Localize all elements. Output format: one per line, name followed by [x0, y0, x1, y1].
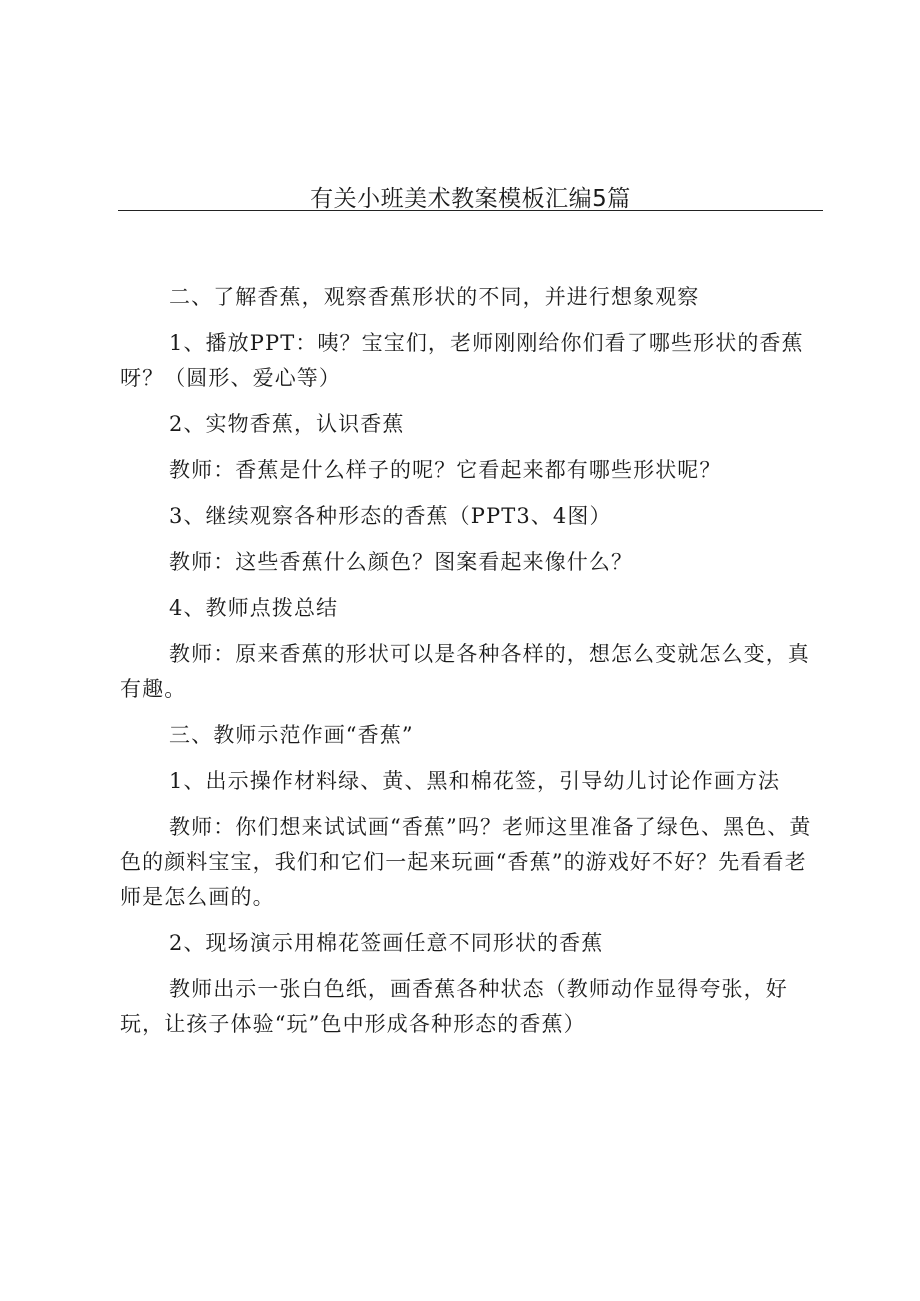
document-body [120, 280, 822, 1053]
teacher-summary: 教师：原来香蕉的形状可以是各种各样的，想怎么变就怎么变，真有趣。 [120, 642, 810, 701]
step-1-materials: 1、出示操作材料绿、黄、黑和棉花签，引导幼儿讨论作画方法 [169, 769, 781, 793]
teacher-demo-description: 教师出示一张白色纸，画香蕉各种状态（教师动作显得夸张，好玩，让孩子体验“玩”色中形成各种形态的香蕉） [120, 977, 788, 1036]
teacher-question-1: 教师：香蕉是什么样子的呢？它看起来都有哪些形状呢？ [169, 458, 722, 482]
teacher-invitation: 教师：你们想来试试画“香蕉”吗？老师这里准备了绿色、黑色、黄色的颜料宝宝，我们和它们一起来玩画“香蕉”的游戏好不好？先看看老师是怎么画的。 [120, 815, 812, 909]
step-2-demo: 2、现场演示用棉花签画任意不同形状的香蕉 [169, 931, 604, 955]
step-3-observe: 3、继续观察各种形态的香蕉（PPT3、4图） [169, 504, 612, 528]
teacher-question-2: 教师：这些香蕉什么颜色？图案看起来像什么？ [169, 550, 634, 574]
step-4-summary: 4、教师点拨总结 [169, 596, 339, 620]
step-1-play-ppt: 1、播放PPT：咦？宝宝们，老师刚刚给你们看了哪些形状的香蕉呀？（圆形、爱心等） [120, 331, 804, 390]
document-title: 有关小班美术教案模板汇编5篇 [310, 186, 631, 212]
page-header [118, 176, 823, 211]
section-heading-3: 三、教师示范作画“香蕉” [169, 723, 414, 747]
section-heading-2: 二、了解香蕉，观察香蕉形状的不同，并进行想象观察 [169, 285, 700, 309]
step-2-real-banana: 2、实物香蕉，认识香蕉 [169, 412, 405, 436]
